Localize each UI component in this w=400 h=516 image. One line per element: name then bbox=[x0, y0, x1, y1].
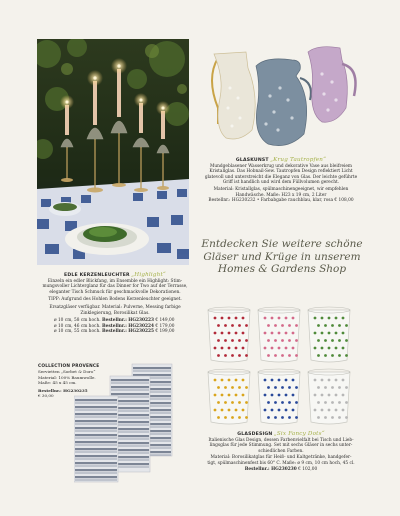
towel-line-3: Maße: 45 x 45 cm. bbox=[38, 380, 77, 386]
glass-order-row bbox=[199, 467, 363, 473]
candle-photo bbox=[37, 39, 189, 265]
jug-accent: „Krug Tautropfen“ bbox=[270, 157, 327, 163]
promo-line-2: Gläser und Krüge in unserem bbox=[203, 250, 361, 263]
jug-order: Bestellnr.: HG230232 • Farbabgabe rauchblau, klar, rosa € 108,00 bbox=[208, 198, 354, 204]
candle-size-row: ø 10 cm, 58 cm hoch. Bestellnr.: HG230223 € 149,00 bbox=[54, 318, 175, 324]
glass-desc-2: lingsglas für jede Stimmung. Set mit sechs Gläser in sechs unter- bbox=[209, 443, 353, 449]
glass-accent: „Six Fancy Dots“ bbox=[273, 431, 325, 437]
jug-desc-3: glatevoll und unterstreicht die Eleganz von Glas. Der leichte geführte bbox=[204, 174, 358, 180]
napkin bbox=[74, 396, 118, 482]
towel-order: Bestellnr.: HG230235 bbox=[38, 387, 88, 393]
glass-tumbler bbox=[308, 307, 350, 362]
candle-size-row: ø 10 cm, 55 cm hoch. Bestellnr.: HG230225 € 199,00 bbox=[54, 329, 175, 335]
promo-line-1: Entdecken Sie weitere schöne bbox=[201, 238, 363, 250]
towels-illustration bbox=[74, 362, 174, 484]
jug-material-1: Material: Kristallglas, spülmaschinengeeignet, wir empfehlen bbox=[213, 186, 349, 192]
jug-desc-2: Kristallglas. Das Hobnail-Sew. Tautropfen Design reflektiert Licht bbox=[209, 169, 353, 175]
glass-material-2: tigt, spülmaschinenfest bis 60° C. Maße: ø 9 cm, 10 cm hoch, 45 cl. bbox=[207, 460, 355, 466]
towels-photo bbox=[74, 362, 174, 484]
glass-tumbler bbox=[208, 369, 250, 424]
towel-line-1: Servietten „Sorbet & Doro“ bbox=[38, 369, 96, 375]
candle-material-2: Zinklegierung, Borosilikat Glas. bbox=[80, 310, 150, 316]
glass-tumbler bbox=[208, 307, 250, 362]
towel-title: COLLECTION PROVENCE bbox=[38, 364, 100, 369]
candle-desc-2: mungsvoller Lichterglanz für das Dinner for Two auf der Terrasse, bbox=[42, 284, 188, 290]
glass-caption bbox=[199, 432, 363, 472]
jug-caption bbox=[199, 158, 363, 204]
towel-price: € 30,00 bbox=[38, 393, 54, 399]
glass-price: € 102,00 bbox=[298, 466, 318, 472]
glass-tumbler bbox=[258, 369, 300, 424]
candle-desc-1: Einzeln ein edler Blickfang, im Ensemble ein Highlight: Stim- bbox=[47, 278, 183, 284]
candle-material-1: Ersatzgläser verfügbar. Material: Pulverne, Messing farbige bbox=[49, 304, 181, 310]
candle-desc-3: eleganter Tisch Schmuck für geschmackvolle Dekorationen. bbox=[49, 289, 181, 295]
jug-desc-1: Mundgeblasener Wasserkrug und dekorative Vase aus bleifreiem bbox=[210, 163, 352, 169]
glass-material-1: Material: Borosilikatglas für Heiß- und Kaltgetränke, handgefer- bbox=[210, 455, 352, 461]
promo-line-3: Homes & Gardens Shop bbox=[217, 263, 347, 275]
glass-title: GLASDESIGN bbox=[237, 432, 273, 437]
glass-tumbler bbox=[308, 369, 350, 424]
jugs-illustration bbox=[200, 38, 362, 156]
glasses-photo bbox=[204, 304, 356, 428]
candle-caption bbox=[40, 273, 190, 335]
towel-line-2: Material: 100% Baumwolle. bbox=[38, 374, 96, 380]
shop-promo-handwriting[interactable] bbox=[198, 238, 366, 276]
glasses-illustration bbox=[204, 304, 356, 428]
glass-desc-3: schiedlichen Farben. bbox=[258, 448, 304, 454]
glass-desc-1: Italienische Glas Design, dessen Farbenvielfalt bei Tisch und Lieb- bbox=[208, 437, 354, 443]
jug-material-2: Handwäsche. Maße: H23 x 19 cm, 2 Liter bbox=[235, 192, 327, 198]
jug-title: GLASKUNST bbox=[235, 158, 269, 163]
candle-size-row: ø 10 cm, 46 cm hoch. Bestellnr.: HG230224 € 179,00 bbox=[54, 323, 175, 329]
jug-desc-4: Griff ist handlich und wird dem Füllvolumen gerecht. bbox=[222, 180, 340, 186]
jugs-photo bbox=[200, 38, 362, 156]
glass-tumbler bbox=[258, 307, 300, 362]
glass-order: Bestellnr.: HG230230 bbox=[244, 466, 297, 472]
candle-tipp: TIPP: Aufgrund des Hohlen Bodens Kerzenleuchter geeignet. bbox=[48, 297, 182, 303]
candle-accent: „Highlight“ bbox=[131, 272, 166, 278]
candle-illustration bbox=[37, 39, 189, 265]
candle-title: EDLE KERZENLEUCHTER bbox=[64, 273, 130, 278]
